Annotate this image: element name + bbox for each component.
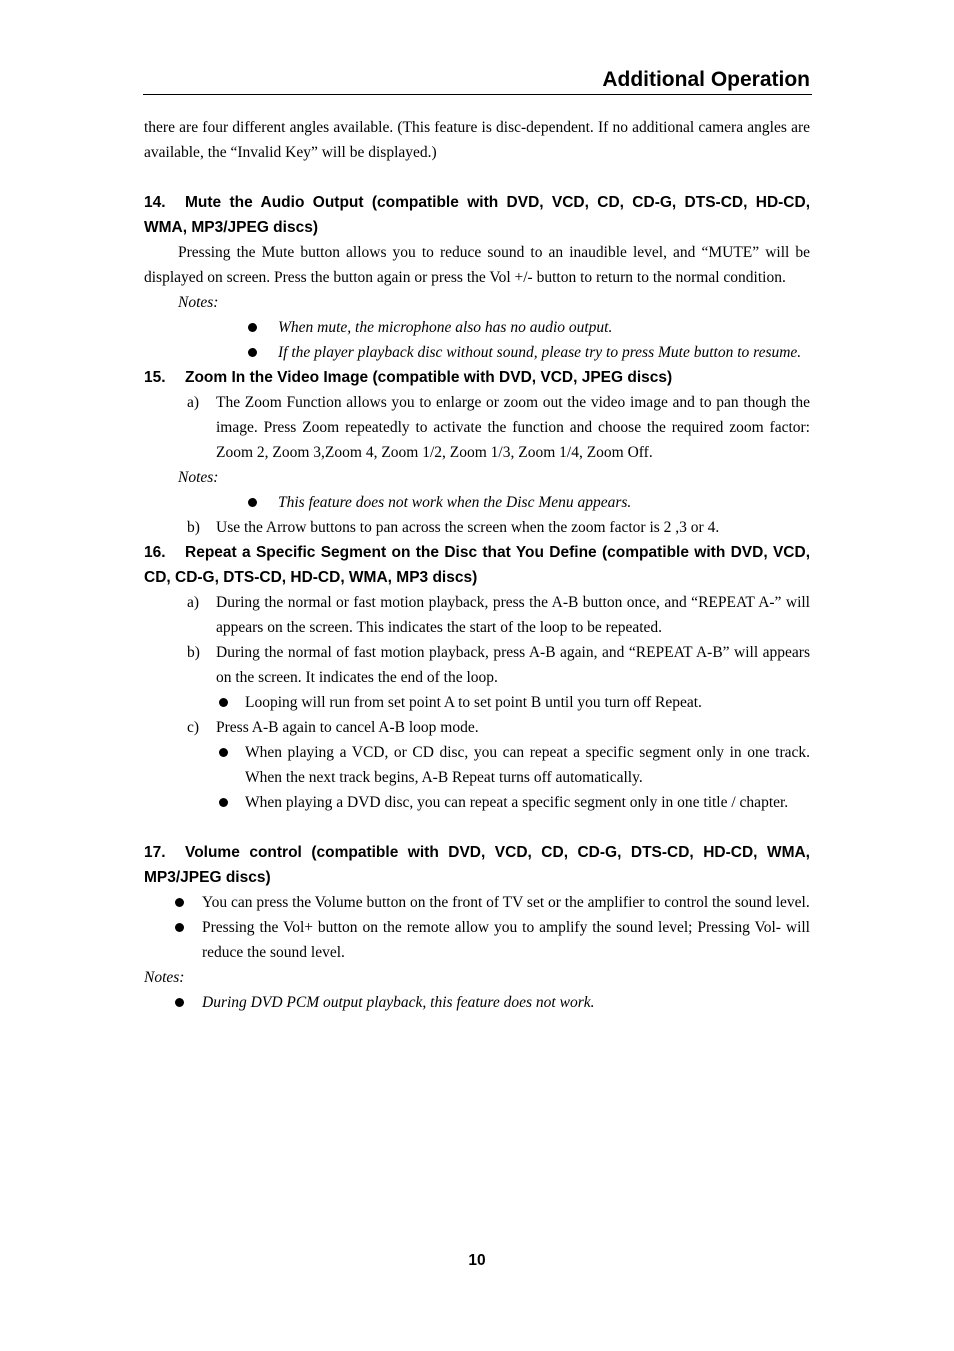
list-item bbox=[144, 515, 810, 540]
spacer bbox=[144, 815, 810, 840]
notes-label: Notes: bbox=[178, 294, 219, 311]
bullet-list bbox=[144, 740, 810, 815]
section-number: 15. bbox=[144, 369, 166, 386]
section-title: Mute the Audio Output (compatible with DVD, VCD, CD, CD-G, DTS-CD, HD-CD, WMA, MP3/JPEG discs) bbox=[144, 194, 810, 236]
bullet-item: Pressing the Vol+ button on the remote allow you to amplify the sound level; Pressing Vol- will reduce the sound level. bbox=[144, 915, 810, 965]
item-text: Use the Arrow buttons to pan across the screen when the zoom factor is 2 ,3 or 4. bbox=[216, 519, 720, 536]
section-17 bbox=[144, 840, 810, 1015]
list-item bbox=[144, 590, 810, 640]
item-label: a) bbox=[187, 394, 200, 411]
list-item bbox=[144, 715, 810, 740]
section-16 bbox=[144, 540, 810, 815]
section-heading bbox=[144, 365, 810, 390]
note-item: This feature does not work when the Disc Menu appears. bbox=[144, 490, 810, 515]
item-label: c) bbox=[187, 719, 200, 736]
notes-list bbox=[144, 990, 810, 1015]
page-content bbox=[144, 115, 810, 1015]
page-number: 10 bbox=[468, 1252, 486, 1269]
bullet-item: When playing a VCD, or CD disc, you can repeat a specific segment only in one track. When the next track begins, A-B Repeat turns off automatically. bbox=[144, 740, 810, 790]
item-label: b) bbox=[187, 519, 200, 536]
intro-paragraph: there are four different angles available. (This feature is disc-dependent. If no additional camera angles are available, the “Invalid Key” will be displayed.) bbox=[144, 119, 810, 161]
notes-label: Notes: bbox=[178, 469, 219, 486]
bullet-item: You can press the Volume button on the front of TV set or the amplifier to control the sound level. bbox=[144, 890, 810, 915]
section-title: Repeat a Specific Segment on the Disc that You Define (compatible with DVD, VCD, CD, CD-G, DTS-CD, HD-CD, WMA, MP3 discs) bbox=[144, 544, 810, 586]
item-text: During the normal or fast motion playback, press the A-B button once, and “REPEAT A-” will appears on the screen. This indicates the start of the loop to be repeated. bbox=[216, 594, 810, 636]
section-title: Zoom In the Video Image (compatible with DVD, VCD, JPEG discs) bbox=[185, 369, 673, 386]
item-label: b) bbox=[187, 644, 200, 661]
bullet-list bbox=[144, 690, 810, 715]
notes-list bbox=[144, 490, 810, 515]
section-number: 14. bbox=[144, 194, 166, 211]
bullet-list bbox=[144, 890, 810, 965]
section-number: 16. bbox=[144, 544, 166, 561]
list-item bbox=[144, 640, 810, 690]
section-number: 17. bbox=[144, 844, 166, 861]
section-title: Volume control (compatible with DVD, VCD, CD, CD-G, DTS-CD, HD-CD, WMA, MP3/JPEG discs) bbox=[144, 844, 810, 886]
note-item: If the player playback disc without sound, please try to press Mute button to resume. bbox=[144, 340, 810, 365]
section-14 bbox=[144, 190, 810, 365]
note-item: When mute, the microphone also has no audio output. bbox=[144, 315, 810, 340]
section-heading bbox=[144, 540, 810, 590]
section-body: Pressing the Mute button allows you to reduce sound to an inaudible level, and “MUTE” will be displayed on screen. Press the button again or press the Vol +/- button to return to the normal condition. bbox=[144, 244, 810, 286]
item-text: The Zoom Function allows you to enlarge or zoom out the video image and to pan though the image. Press Zoom repeatedly to activate the function and choose the required zoom factor: Zoom 2, Zoom 3,Zoom 4, Zoom 1/2, Zoom 1/3, Zoom 1/4, Zoom Off. bbox=[216, 394, 810, 461]
page-title: Additional Operation bbox=[602, 68, 810, 91]
section-heading bbox=[144, 190, 810, 240]
item-text: Press A-B again to cancel A-B loop mode. bbox=[216, 719, 479, 736]
list-item bbox=[144, 390, 810, 465]
section-heading bbox=[144, 840, 810, 890]
item-text: During the normal of fast motion playback, press A-B again, and “REPEAT A-B” will appears on the screen. It indicates the end of the loop. bbox=[216, 644, 810, 686]
bullet-item: When playing a DVD disc, you can repeat a specific segment only in one title / chapter. bbox=[144, 790, 810, 815]
bullet-item: Looping will run from set point A to set point B until you turn off Repeat. bbox=[144, 690, 810, 715]
notes-label: Notes: bbox=[144, 969, 185, 986]
item-label: a) bbox=[187, 594, 200, 611]
notes-list bbox=[144, 315, 810, 365]
page-header bbox=[143, 66, 812, 95]
section-15 bbox=[144, 365, 810, 540]
note-item: During DVD PCM output playback, this feature does not work. bbox=[144, 990, 810, 1015]
